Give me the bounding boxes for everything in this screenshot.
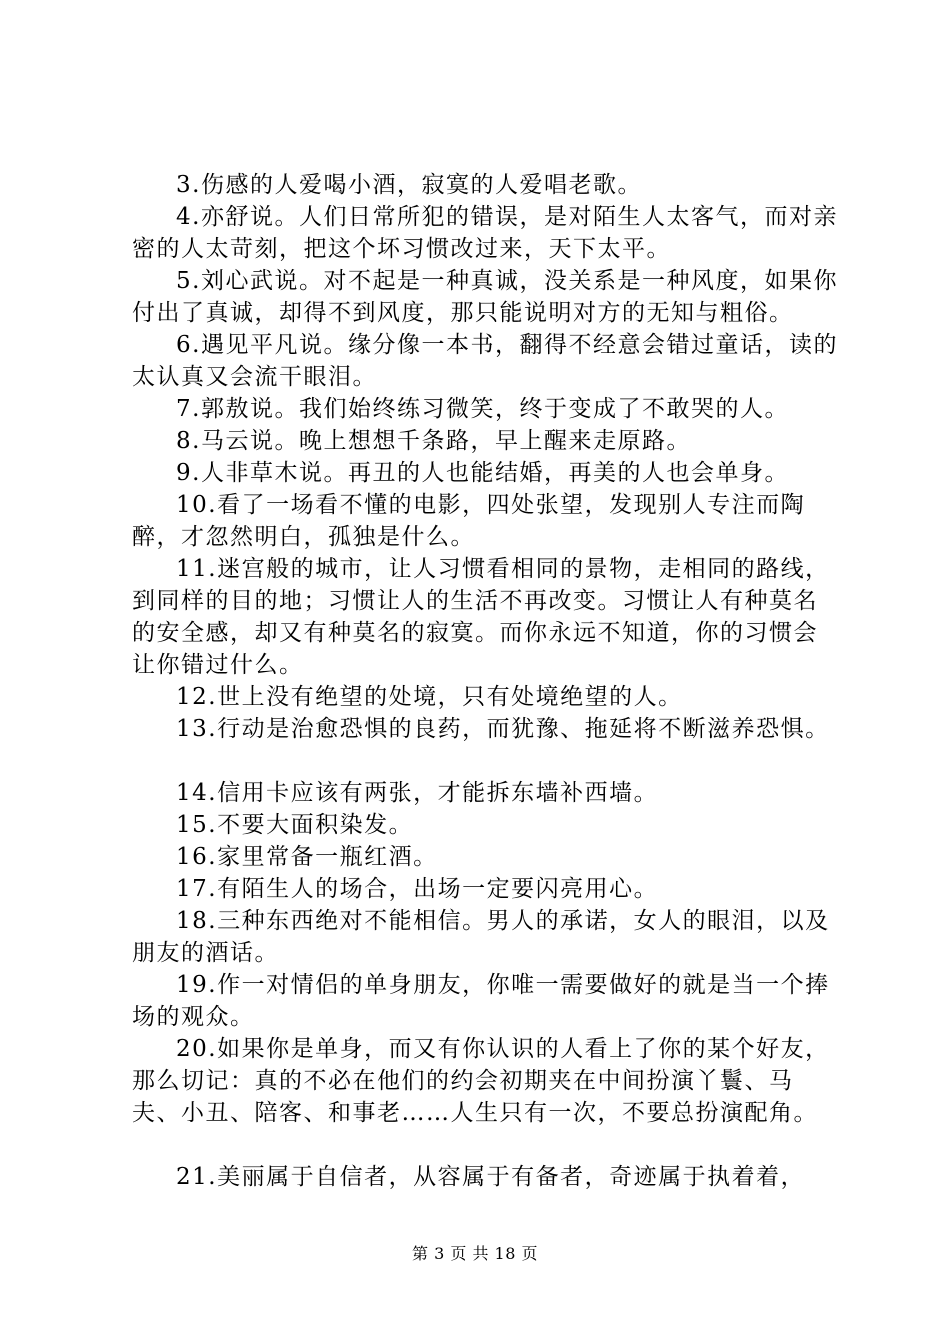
paragraph: 15.不要大面积染发。 [176,812,414,838]
paragraph: 9.人非草木说。再丑的人也能结婚，再美的人也会单身。 [176,460,789,486]
paragraph: 7.郭敖说。我们始终练习微笑，终于变成了不敢哭的人。 [176,396,789,422]
paragraph: 10.看了一场看不懂的电影，四处张望，发现别人专注而陶醉，才忽然明白，孤独是什么。 [132,492,806,550]
paragraph: 11.迷宫般的城市，让人习惯看相同的景物，走相同的路线，到同样的目的地；习惯让人的生活不再改变。习惯让人有种莫名的安全感，却又有种莫名的寂寞。而你永远不知道，你的习惯会让你错过什么。 [132,556,830,678]
paragraph: 12.世上没有绝望的处境，只有处境绝望的人。 [176,684,683,710]
paragraph: 21.美丽属于自信者，从容属于有备者，奇迹属于执着着， [176,1164,806,1190]
paragraph: 13.行动是治愈恐惧的良药，而犹豫、拖延将不断滋养恐惧。 [176,716,830,742]
paragraph: 8.马云说。晚上想想千条路，早上醒来走原路。 [176,428,691,454]
paragraph: 3.伤感的人爱喝小酒，寂寞的人爱唱老歌。 [176,172,642,198]
page-footer: 第 3 页 共 18 页 [412,1244,538,1263]
paragraph: 5.刘心武说。对不起是一种真诚，没关系是一种风度，如果你付出了真诚，却得不到风度，那只能说明对方的无知与粗俗。 [132,268,838,326]
paragraph: 6.遇见平凡说。缘分像一本书，翻得不经意会错过童话，读的太认真又会流干眼泪。 [132,332,838,390]
paragraph: 14.信用卡应该有两张，才能拆东墙补西墙。 [176,780,659,806]
paragraph: 17.有陌生人的场合，出场一定要闪亮用心。 [176,876,659,902]
paragraph: 18.三种东西绝对不能相信。男人的承诺，女人的眼泪，以及朋友的酒话。 [132,908,830,966]
paragraph: 16.家里常备一瓶红酒。 [176,844,438,870]
paragraph: 20.如果你是单身，而又有你认识的人看上了你的某个好友，那么切记：真的不必在他们的约会初期夹在中间扮演丫鬟、马夫、小丑、陪客、和事老……人生只有一次，不要总扮演配角。 [132,1036,830,1126]
paragraph: 19.作一对情侣的单身朋友，你唯一需要做好的就是当一个捧场的观众。 [132,972,830,1030]
document-body [132,169,842,1193]
paragraph: 4.亦舒说。人们日常所犯的错误，是对陌生人太客气，而对亲密的人太苛刻，把这个坏习惯改过来，天下太平。 [132,204,838,262]
